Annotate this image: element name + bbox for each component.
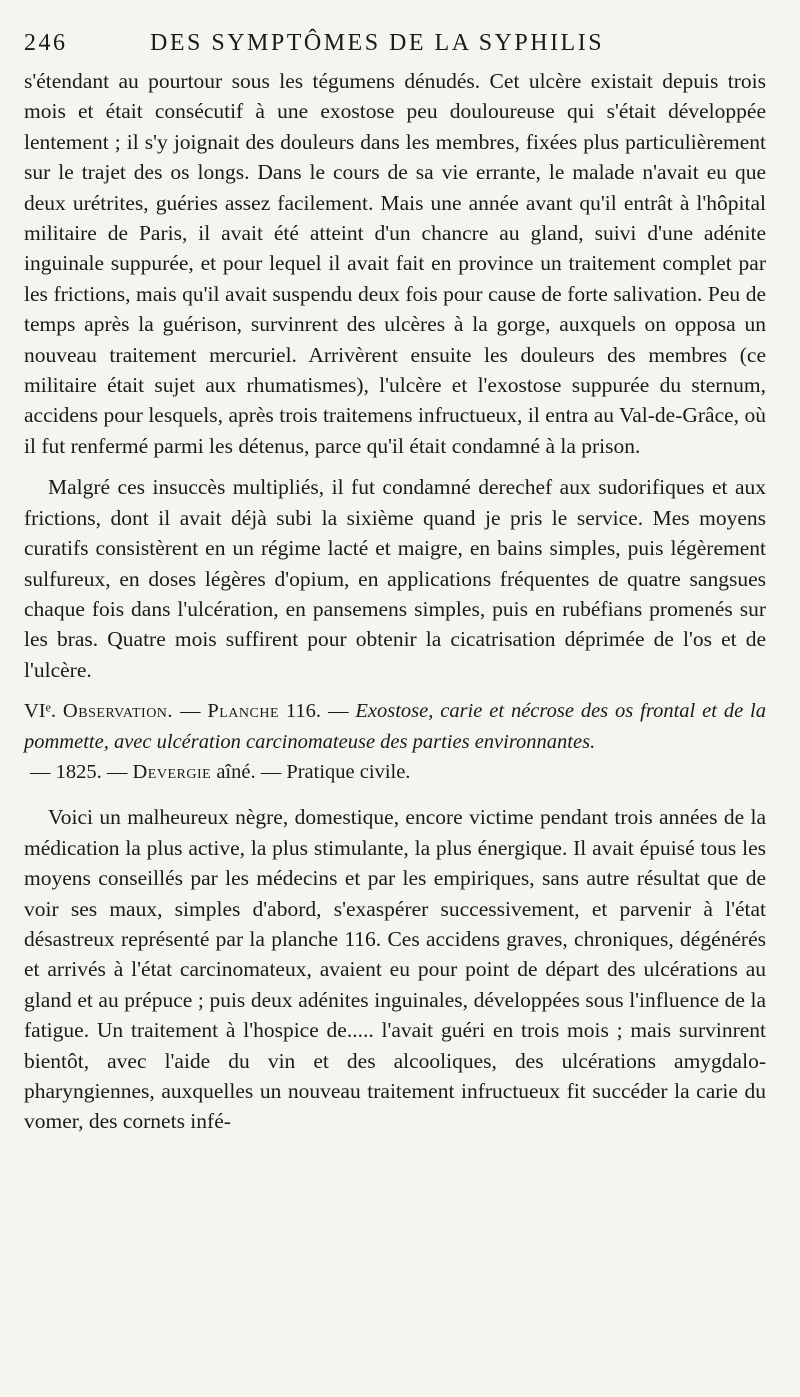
- observation-heading: [24, 696, 766, 757]
- observation-dash-1: —: [173, 700, 208, 723]
- observation-number: VIᵉ.: [24, 700, 57, 723]
- observation-byline: [24, 757, 766, 787]
- page-number: 246: [24, 30, 68, 56]
- observation-label: Observation.: [62, 700, 174, 723]
- running-head: [24, 30, 766, 64]
- body-text: [24, 66, 766, 1137]
- running-title: DES SYMPTÔMES DE LA SYPHILIS: [150, 30, 605, 56]
- observation-plate-label: Planche: [207, 700, 280, 723]
- observation-title: Exostose, carie et nécrose des os frontal et de la pommette, avec ulcération carcinomateuse des parties environnantes.: [24, 700, 767, 753]
- observation-author-suffix: aîné. — Pratique civile.: [211, 760, 411, 783]
- paragraph-continuation: s'étendant au pourtour sous les tégumens dénudés. Cet ulcère existait depuis trois mois et était consécutif à une exostose peu douloureuse qui s'était développée lentement ; il s'y joignait des douleurs dans les membres, fixées plus particulièrement sur le trajet des os longs. Dans le cours de sa vie errante, le malade n'avait eu que deux urétrites, guéries assez facilement. Mais une année avant qu'il entrât à l'hôpital militaire de Paris, il avait été atteint d'un chancre au gland, suivi d'une adénite inguinale suppurée, et pour lequel il avait fait en province un traitement complet par les frictions, mais qu'il avait suspendu deux fois pour cause de forte salivation. Peu de temps après la guérison, survinrent des ulcères à la gorge, auxquels on opposa un nouveau traitement mercuriel. Arrivèrent ensuite les douleurs des membres (ce militaire était sujet aux rhumatismes), l'ulcère et l'exostose suppurée du sternum, accidens pour lesquels, après trois traitemens infructueux, il entra au Val-de-Grâce, où il fut renfermé parmi les détenus, parce qu'il était condamné à la prison.: [24, 69, 766, 458]
- paragraph-treatment: Malgré ces insuccès multipliés, il fut condamné derechef aux sudorifiques et aux frictions, dont il avait déjà subi la sixième quand je pris le service. Mes moyens curatifs consistèrent en un régime lacté et maigre, en bains simples, puis légèrement sulfureux, en doses légères d'opium, en applications fréquentes de quatre sangsues chaque fois dans l'ulcération, en pansemens simples, puis en rubéfians promenés sur les bras. Quatre mois suffirent pour obtenir la cicatrisation déprimée de l'os et de l'ulcère.: [24, 475, 766, 682]
- observation-author: Devergie: [132, 760, 212, 783]
- observation-dash-2: —: [321, 700, 356, 723]
- observation-year: — 1825. —: [30, 760, 133, 783]
- paragraph-observation-body: Voici un malheureux nègre, domestique, encore victime pendant trois années de la médication la plus active, la plus stimulante, la plus énergique. Il avait épuisé tous les moyens conseillés par les médecins et par les empiriques, sans autre résultat que de voir ses maux, simples d'abord, s'exaspérer successivement, et parvenir à l'état désastreux représenté par la planche 116. Ces accidens graves, chroniques, dégénérés et arrivés à l'état carcinomateux, avaient eu pour point de départ des ulcérations au gland et au prépuce ; puis deux adénites inguinales, développées sous l'influence de la fatigue. Un traitement à l'hospice de..... l'avait guéri en trois mois ; mais survinrent bientôt, avec l'aide du vin et des alcooliques, des ulcérations amygdalo-pharyngiennes, auxquelles un nouveau traitement infructueux fit succéder la carie du vomer, des cornets infé-: [24, 805, 766, 1134]
- observation-plate-number: 116.: [279, 700, 322, 723]
